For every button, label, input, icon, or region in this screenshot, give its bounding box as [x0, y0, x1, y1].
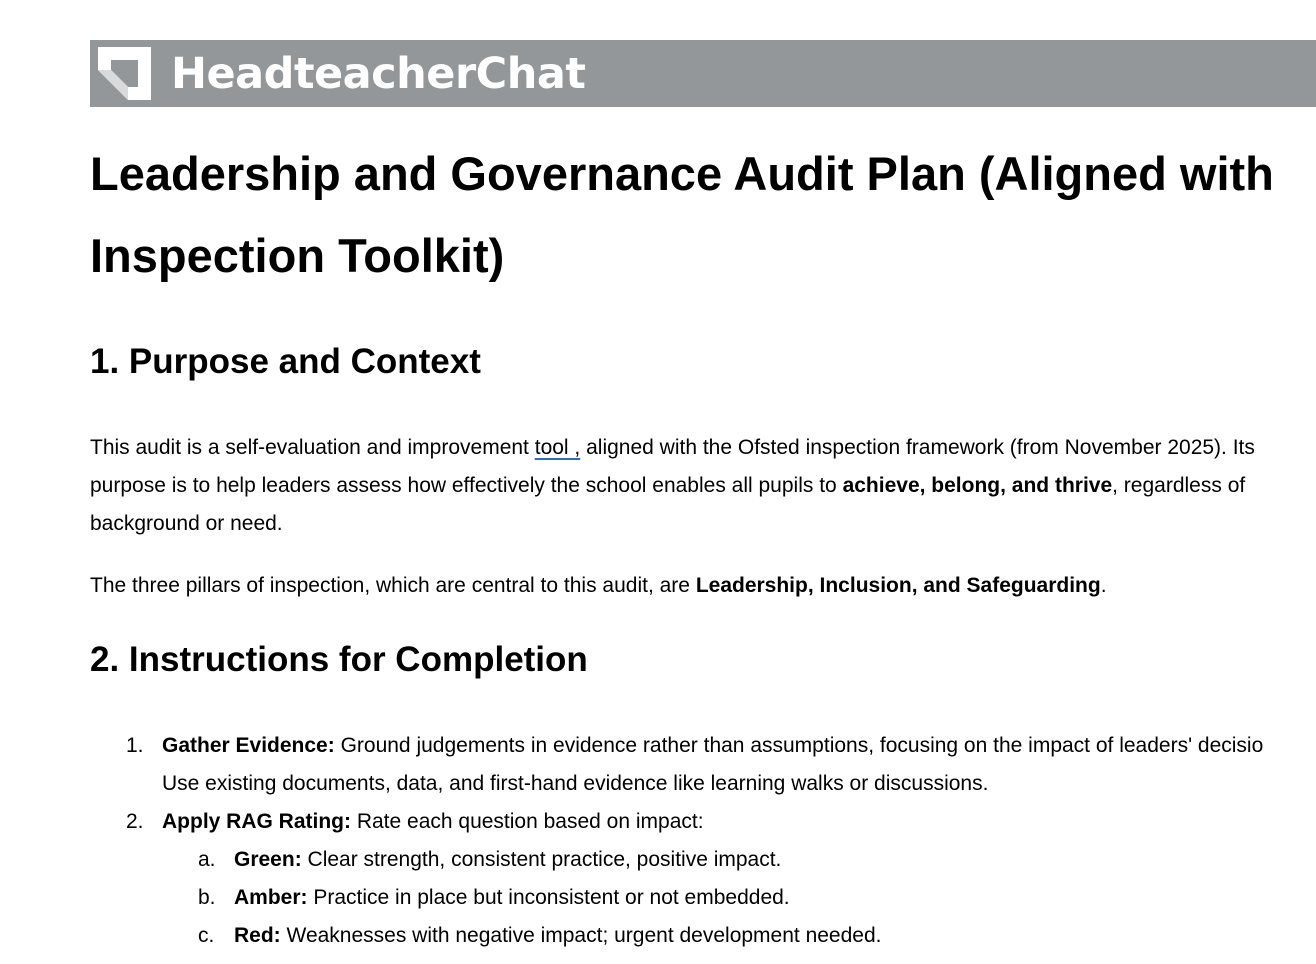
- brand-banner: [90, 40, 1316, 107]
- pillars-paragraph: [90, 567, 1107, 605]
- list-item-continuation: Use existing documents, data, and first-hand evidence like learning walks or discussions.: [162, 772, 989, 795]
- sublist-marker: a.: [198, 848, 216, 871]
- sublist-marker: c.: [198, 924, 215, 947]
- sublist-item-red: [234, 917, 881, 955]
- purpose-paragraph: [90, 429, 1255, 543]
- paragraph-line: background or need.: [90, 512, 283, 535]
- list-item-label: Gather Evidence:: [162, 734, 335, 757]
- paragraph-line: [90, 467, 1255, 505]
- sublist-marker: b.: [198, 886, 216, 909]
- sublist-item-text: Clear strength, consistent practice, positive impact.: [301, 848, 782, 871]
- list-item-rag-rating: [162, 803, 704, 841]
- title-line-1: Leadership and Governance Audit Plan (Aligned with: [90, 147, 1274, 200]
- text-run: , regardless of: [1112, 474, 1246, 497]
- list-item-gather-evidence: [162, 727, 1263, 765]
- list-item-label: Apply RAG Rating:: [162, 810, 351, 833]
- sublist-item-green: [234, 841, 781, 879]
- document-title: [90, 133, 1316, 297]
- sublist-item-label: Green:: [234, 848, 302, 871]
- sublist-item-text: Practice in place but inconsistent or not embedded.: [307, 886, 790, 909]
- text-run: .: [1100, 574, 1107, 597]
- text-run: aligned with the Ofsted inspection framework (from November 2025). Its: [580, 436, 1255, 459]
- bold-run: achieve, belong, and thrive: [842, 474, 1113, 497]
- text-run: This audit is a self-evaluation and improvement: [90, 436, 535, 459]
- paragraph-line: [90, 567, 1107, 605]
- sublist-item-label: Amber:: [234, 886, 308, 909]
- list-item-text: Ground judgements in evidence rather than assumptions, focusing on the impact of leaders' decisio: [334, 734, 1264, 757]
- list-marker: 1.: [126, 734, 144, 757]
- section-heading-purpose: 1. Purpose and Context: [90, 342, 481, 381]
- sublist-item-label: Red:: [234, 924, 281, 947]
- brand-name: HeadteacherChat: [171, 48, 586, 99]
- list-item-text: Rate each question based on impact:: [351, 810, 704, 833]
- paragraph-line: [90, 429, 1255, 467]
- title-line-2: Inspection Toolkit): [90, 229, 505, 282]
- logo-icon: [98, 47, 151, 100]
- sublist-item-text: Weaknesses with negative impact; urgent development needed.: [280, 924, 882, 947]
- sublist-item-amber: [234, 879, 790, 917]
- tool-link[interactable]: tool ,: [534, 436, 581, 459]
- bold-run: Leadership, Inclusion, and Safeguarding: [695, 574, 1101, 597]
- text-run: purpose is to help leaders assess how effectively the school enables all pupils to: [90, 474, 843, 497]
- text-run: The three pillars of inspection, which are central to this audit, are: [90, 574, 696, 597]
- list-marker: 2.: [126, 810, 144, 833]
- section-heading-instructions: 2. Instructions for Completion: [90, 640, 588, 679]
